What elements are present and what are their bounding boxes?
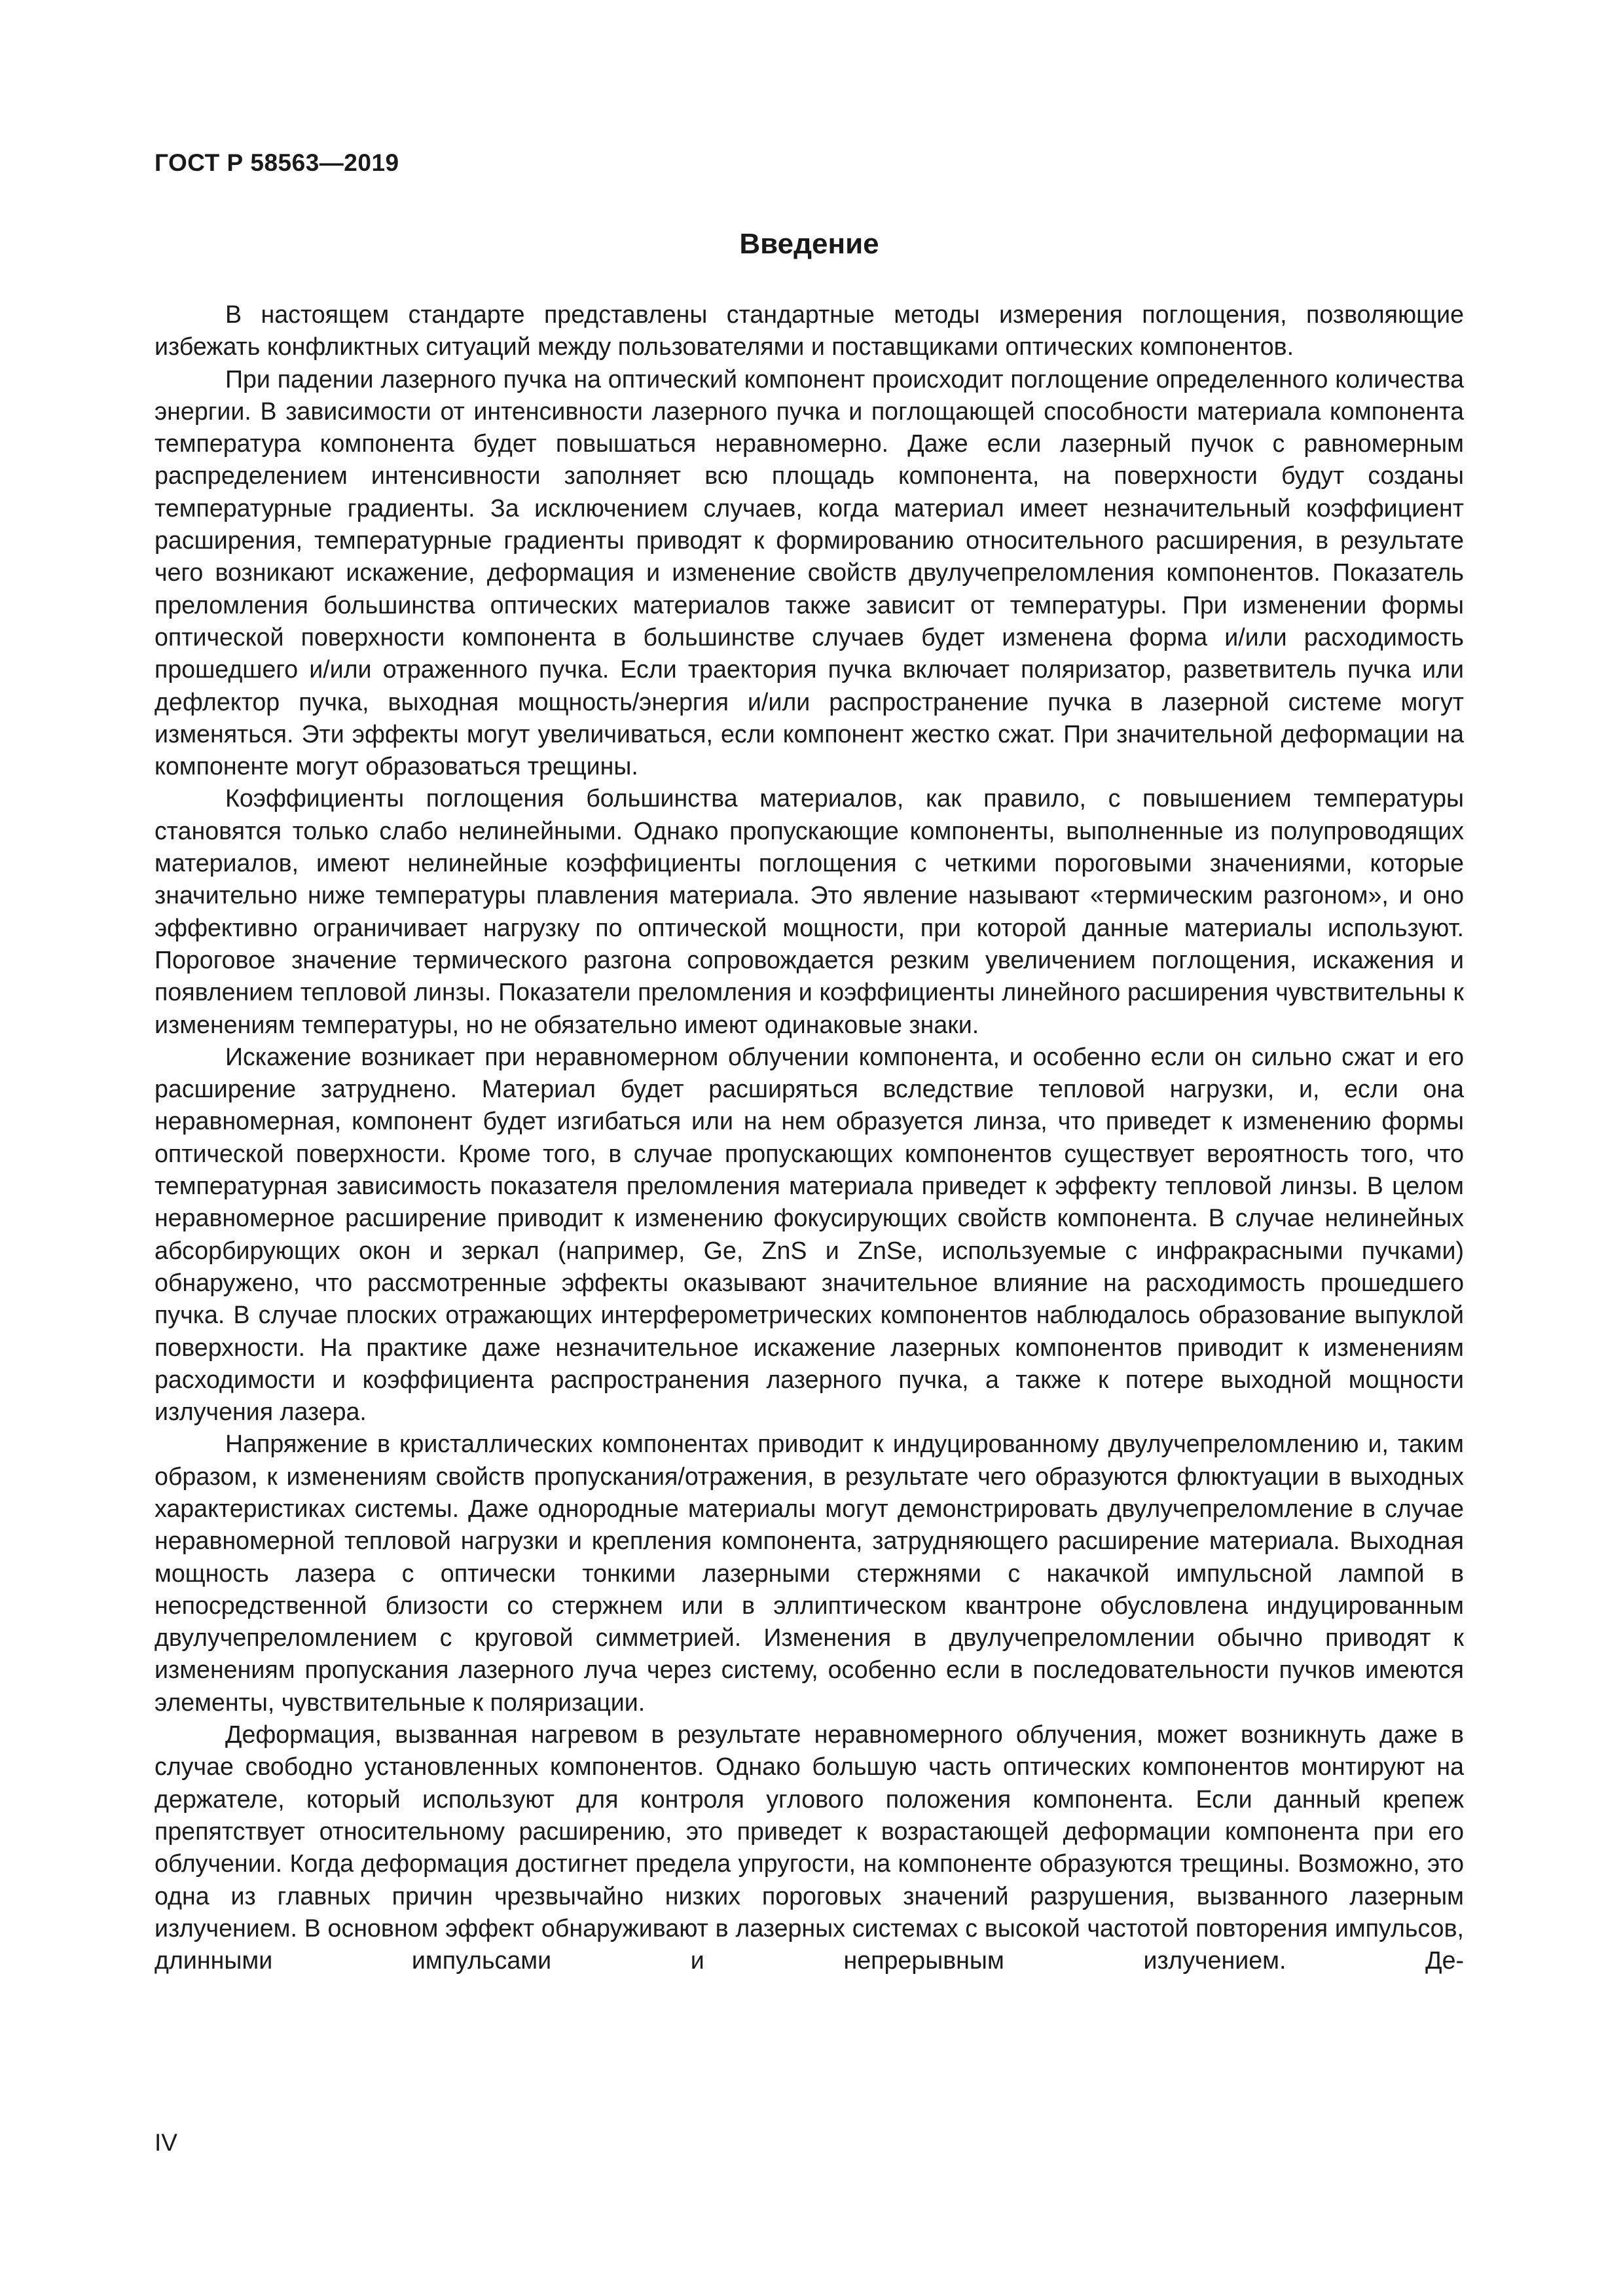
paragraph: Искажение возникает при неравномерном облучении компонента, и особенно если он сильно сжат и его расширение затруднено. Материал будет расширяться вследствие тепловой нагрузки, и, если она неравномерная, компонент будет изгибаться или на нем образуется линза, что приведет к изменению формы оптической поверхности. Кроме того, в случае пропускающих компонентов существует вероятность того, что температурная зависимость показателя преломления материала приведет к эффекту тепловой линзы. В целом неравномерное расширение приводит к изменению фокусирующих свойств компонента. В случае нелинейных абсорбирующих окон и зеркал (например, Ge, ZnS и ZnSe, используемые с инфракрасными пучками) обнаружено, что рассмотренные эффекты оказывают значительное влияние на расходимость прошедшего пучка. В случае плоских отражающих интерферометрических компонентов наблюдалось образование выпуклой поверхности. На практике даже незначительное искажение лазерных компонентов приводит к изменениям расходимости и коэффициента распространения лазерного пучка, а также к потере выходной мощности излучения лазера.: [155, 1042, 1464, 1426]
paragraph: Напряжение в кристаллических компонентах приводит к индуцированному двулучепреломлению и, таким образом, к изменениям свойств пропускания/отражения, в результате чего образуются флюктуации в выходных характеристиках системы. Даже однородные материалы могут демонстрировать двулучепреломление в случае неравномерной тепловой нагрузки и крепления компонента, затрудняющего расширение материала. Выходная мощность лазера с оптически тонкими лазерными стержнями с накачкой импульсной лампой в непосредственной близости со стержнем или в эллиптическом квантроне обусловлена индуцированным двулучепреломлением с круговой симметрией. Изменения в двулучепреломлении обычно приводят к изменениям пропускания лазерного луча через систему, особенно если в последовательности пучков имеются элементы, чувствительные к поляризации.: [155, 1430, 1464, 1716]
paragraph: В настоящем стандарте представлены стандартные методы измерения поглощения, позволяющие избежать конфликтных ситуаций между пользователями и поставщиками оптических компонентов.: [155, 301, 1464, 361]
document-header: ГОСТ Р 58563—2019: [155, 149, 399, 176]
section-title: Введение: [739, 228, 879, 260]
paragraph: Коэффициенты поглощения большинства материалов, как правило, с повышением температуры становятся только слабо нелинейными. Однако пропускающие компоненты, выполненные из полупроводящих материалов, имеют нелинейные коэффициенты поглощения с четкими пороговыми значениями, которые значительно ниже температуры плавления материала. Это явление называют «термическим разгоном», и оно эффективно ограничивает нагрузку по оптической мощности, при которой данные материалы используют. Пороговое значение термического разгона сопровождается резким увеличением поглощения, искажения и появлением тепловой линзы. Показатели преломления и коэффициенты линейного расширения чувствительны к изменениям температуры, но не обязательно имеют одинаковые знаки.: [155, 784, 1464, 1038]
page-number: IV: [155, 2129, 177, 2156]
body-text: [155, 299, 1464, 1977]
paragraph: Деформация, вызванная нагревом в результате неравномерного облучения, может возникнуть даже в случае свободно установленных компонентов. Однако большую часть оптических компонентов монтируют на держателе, который используют для контроля углового положения компонента. Если данный крепеж препятствует относительному расширению, это приведет к возрастающей деформации компонента при его облучении. Когда деформация достигнет предела упругости, на компоненте образуются трещины. Возможно, это одна из главных причин чрезвычайно низких пороговых значений разрушения, вызванного лазерным излучением. В основном эффект обнаруживают в лазерных системах с высокой частотой повторения импульсов, длинными импульсами и непрерывным излучением. Де-: [155, 1721, 1464, 1975]
paragraph: При падении лазерного пучка на оптический компонент происходит поглощение определенного количества энергии. В зависимости от интенсивности лазерного пучка и поглощающей способности материала компонента температура компонента будет повышаться неравномерно. Даже если лазерный пучок с равномерным распределением интенсивности заполняет всю площадь компонента, на поверхности будут созданы температурные градиенты. За исключением случаев, когда материал имеет незначительный коэффициент расширения, температурные градиенты приводят к формированию относительного расширения, в результате чего возникают искажение, деформация и изменение свойств двулучепреломления компонентов. Показатель преломления большинства оптических материалов также зависит от температуры. При изменении формы оптической поверхности компонента в большинстве случаев будет изменена форма и/или расходимость прошедшего и/или отраженного пучка. Если траектория пучка включает поляризатор, разветвитель пучка или дефлектор пучка, выходная мощность/энергия и/или распространение пучка в лазерной системе могут изменяться. Эти эффекты могут увеличиваться, если компонент жестко сжат. При значительной деформации на компоненте могут образоваться трещины.: [155, 365, 1464, 780]
